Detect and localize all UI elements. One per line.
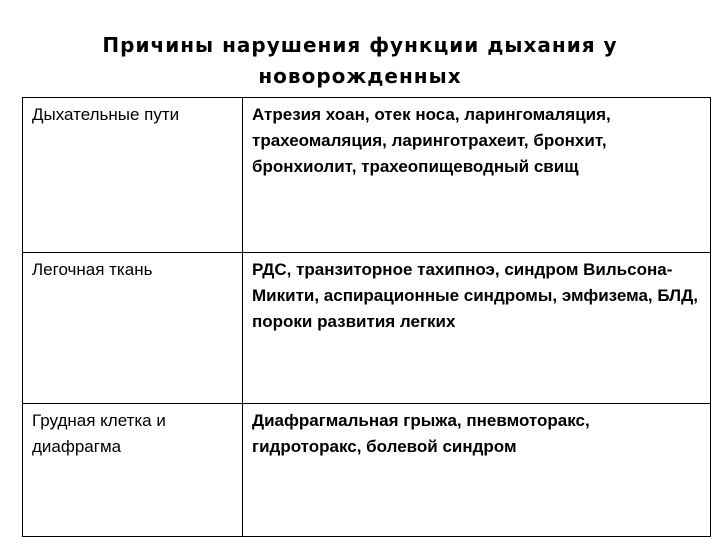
causes-cell: Атрезия хоан, отек носа, ларингомаляция, трахеомаляция, ларинготрахеит, бронхит, бронхиолит, трахеопищеводный свищ xyxy=(243,98,711,253)
table-row xyxy=(23,98,711,253)
category-cell: Легочная ткань xyxy=(23,253,243,404)
causes-cell: Диафрагмальная грыжа, пневмоторакс, гидроторакс, болевой синдром xyxy=(243,404,711,537)
slide-title-line-1: Причины нарушения функции дыхания у xyxy=(102,33,618,57)
table-row xyxy=(23,253,711,404)
causes-table xyxy=(22,97,711,537)
category-cell: Дыхательные пути xyxy=(23,98,243,253)
slide-title-line-2: новорожденных xyxy=(258,64,462,88)
causes-cell: РДС, транзиторное тахипноэ, синдром Вильсона-Микити, аспирационные синдромы, эмфизема, БЛД, пороки развития легких xyxy=(243,253,711,404)
slide-title xyxy=(0,30,720,92)
table-row xyxy=(23,404,711,537)
category-cell: Грудная клетка и диафрагма xyxy=(23,404,243,537)
